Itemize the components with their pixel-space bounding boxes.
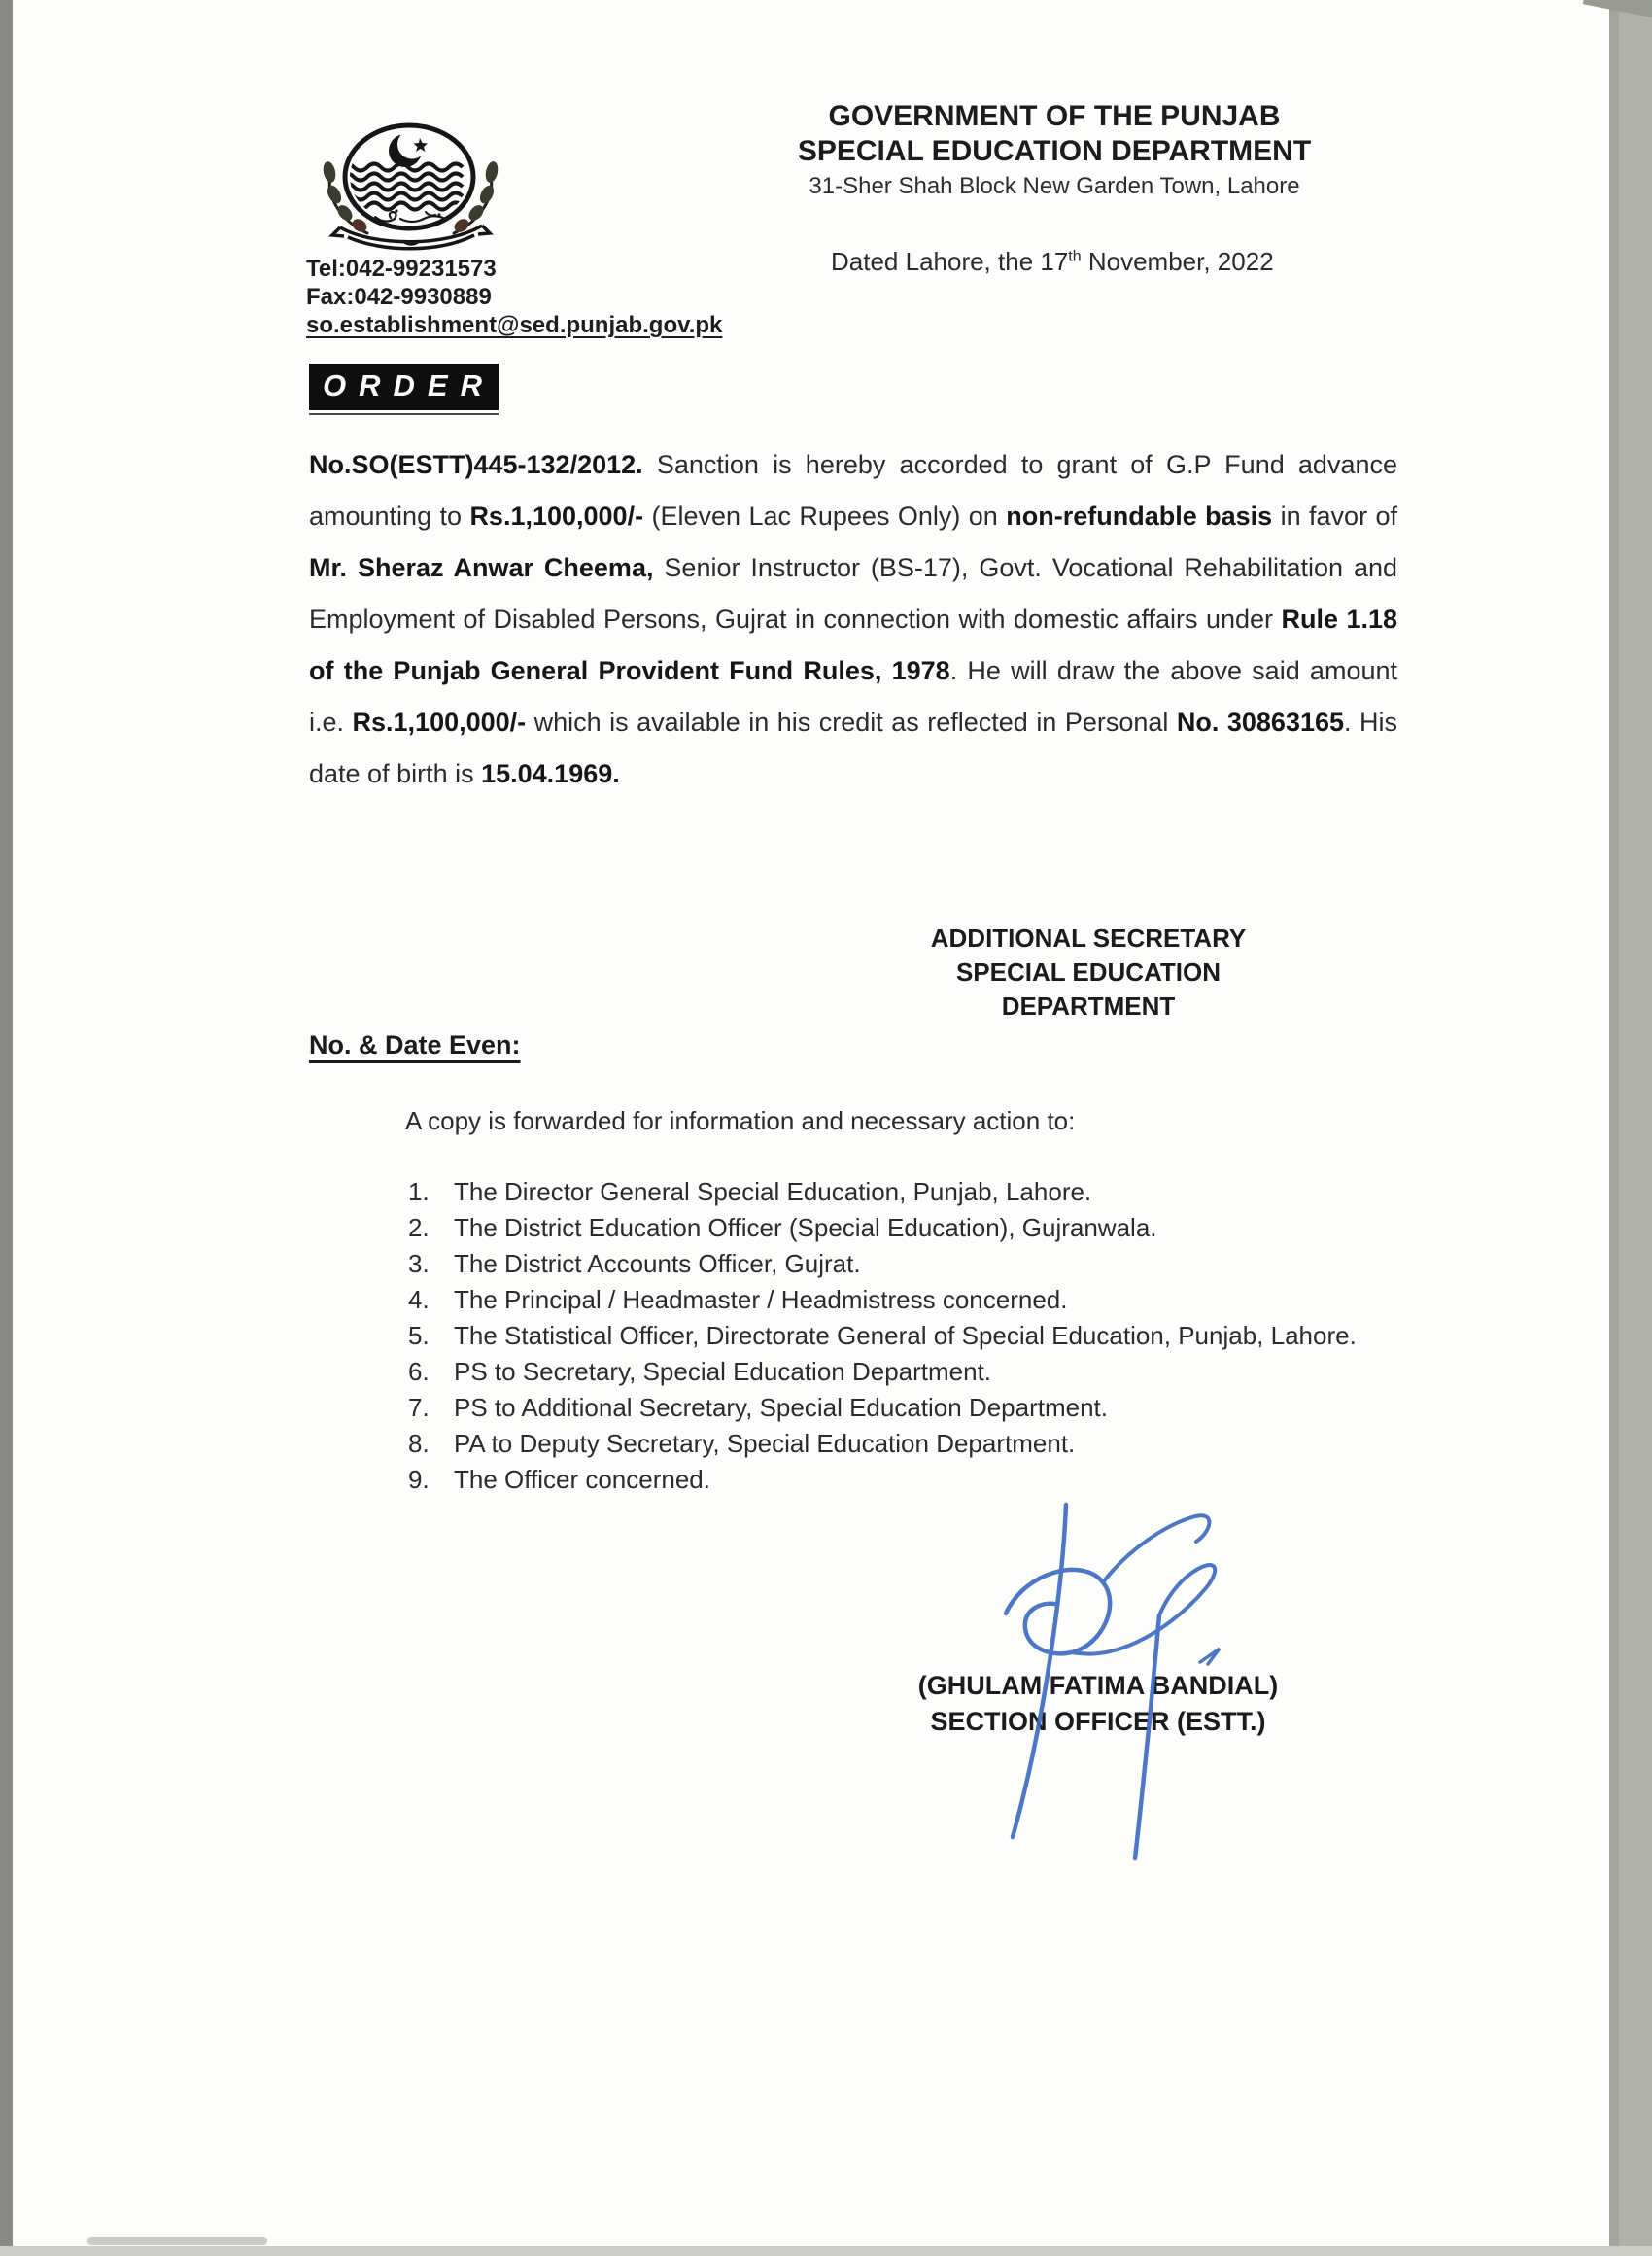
distribution-item-number: 3. — [408, 1249, 430, 1278]
scan-edge-left-strip — [0, 0, 13, 2256]
contact-block — [306, 255, 722, 339]
distribution-item-number: 7. — [408, 1393, 430, 1422]
body-segment: Sanction is hereby accorded to grant of G.P Fund advance amounting to — [309, 450, 1397, 531]
distribution-item — [408, 1210, 1394, 1246]
scan-edge-right-shade — [1609, 0, 1619, 2256]
body-segment: non-refundable basis — [1006, 502, 1273, 531]
scan-smudge-bottom-left — [87, 2237, 267, 2245]
date-prefix: Dated Lahore, the 17 — [831, 247, 1069, 276]
department-address: 31-Sher Shah Block New Garden Town, Lahore — [809, 173, 1300, 199]
distribution-item-number: 1. — [408, 1177, 430, 1206]
body-segment: . His date of birth is — [309, 708, 1398, 788]
order-body-paragraph — [309, 439, 1397, 800]
distribution-item-number: 2. — [408, 1213, 430, 1242]
fax-number: Fax:042-9930889 — [306, 284, 492, 310]
body-segment: No. 30863165 — [1176, 708, 1345, 737]
order-heading — [309, 364, 499, 415]
distribution-item-text: PA to Deputy Secretary, Special Education Department. — [454, 1429, 1076, 1458]
body-segment: in favor of — [1272, 502, 1397, 531]
body-segment: (Eleven Lac Rupees Only) on — [643, 502, 1007, 531]
distribution-item-number: 5. — [408, 1321, 430, 1350]
distribution-item-text: The Principal / Headmaster / Headmistress concerned. — [454, 1285, 1068, 1314]
authority-line1: ADDITIONAL SECRETARY — [930, 923, 1247, 953]
authority-line2: SPECIAL EDUCATION — [955, 957, 1222, 987]
distribution-item-text: PS to Secretary, Special Education Department. — [454, 1357, 992, 1386]
date-ordinal-suffix: th — [1068, 248, 1082, 265]
distribution-item — [408, 1390, 1394, 1426]
distribution-item — [408, 1246, 1394, 1282]
distribution-item-text: The District Accounts Officer, Gujrat. — [454, 1249, 861, 1278]
letterhead — [714, 99, 1394, 204]
authority-line3: DEPARTMENT — [1001, 991, 1176, 1021]
distribution-item-text: The Officer concerned. — [454, 1465, 710, 1494]
copy-forwarded-line: A copy is forwarded for information and necessary action to: — [405, 1106, 1076, 1135]
body-segment: Mr. Sheraz Anwar Cheema, — [309, 553, 654, 582]
distribution-item-number: 8. — [408, 1429, 430, 1458]
body-segment: Rs.1,100,000/- — [469, 502, 644, 531]
signatory-block — [894, 1668, 1302, 1740]
telephone-number: Tel:042-99231573 — [306, 256, 497, 282]
signatory-title: SECTION OFFICER (ESTT.) — [930, 1707, 1266, 1736]
approving-authority-block — [909, 921, 1268, 1024]
body-segment: Rs.1,100,000/- — [352, 708, 527, 737]
date-line — [831, 247, 1274, 277]
distribution-item-text: The District Education Officer (Special Education), Gujranwala. — [454, 1213, 1157, 1242]
distribution-item-text: The Statistical Officer, Directorate General of Special Education, Punjab, Lahore. — [454, 1321, 1357, 1350]
scan-edge-bottom-band — [0, 2246, 1652, 2256]
body-segment: . He will draw the above said amount i.e. — [309, 656, 1397, 737]
punjab-government-crest-logo — [311, 119, 510, 255]
body-segment: Rule 1.18 of the Punjab General Provident Fund Rules, 1978 — [309, 605, 1397, 685]
distribution-item-text: PS to Additional Secretary, Special Education Department. — [454, 1393, 1109, 1422]
body-segment: Senior Instructor (BS-17), Govt. Vocational Rehabilitation and Employment of Disabled Persons, Gujrat in connection with domestic affairs under — [309, 553, 1397, 634]
distribution-item — [408, 1462, 1394, 1498]
distribution-item-number: 6. — [408, 1357, 430, 1386]
distribution-item — [408, 1174, 1394, 1210]
distribution-item — [408, 1282, 1394, 1318]
distribution-list — [408, 1174, 1394, 1498]
department-title-line1: GOVERNMENT OF THE PUNJAB — [828, 100, 1281, 132]
signatory-name: (GHULAM FATIMA BANDIAL) — [917, 1671, 1279, 1700]
date-suffix: November, 2022 — [1081, 247, 1274, 276]
distribution-item — [408, 1426, 1394, 1462]
email-address: so.establishment@sed.punjab.gov.pk — [306, 312, 723, 338]
body-segment: No.SO(ESTT)445-132/2012. — [309, 450, 643, 479]
no-and-date-even-label: No. & Date Even: — [309, 1030, 521, 1059]
order-heading-label: ORDER — [309, 364, 499, 410]
distribution-item-number: 9. — [408, 1465, 430, 1494]
body-segment: 15.04.1969. — [481, 759, 620, 788]
distribution-item-number: 4. — [408, 1285, 430, 1314]
body-segment: which is available in his credit as reflected in Personal — [526, 708, 1177, 737]
punjab-crest-icon — [311, 119, 510, 255]
distribution-item-text: The Director General Special Education, Punjab, Lahore. — [454, 1177, 1092, 1206]
department-title-line2: SPECIAL EDUCATION DEPARTMENT — [797, 135, 1312, 167]
distribution-item — [408, 1318, 1394, 1354]
distribution-item — [408, 1354, 1394, 1390]
